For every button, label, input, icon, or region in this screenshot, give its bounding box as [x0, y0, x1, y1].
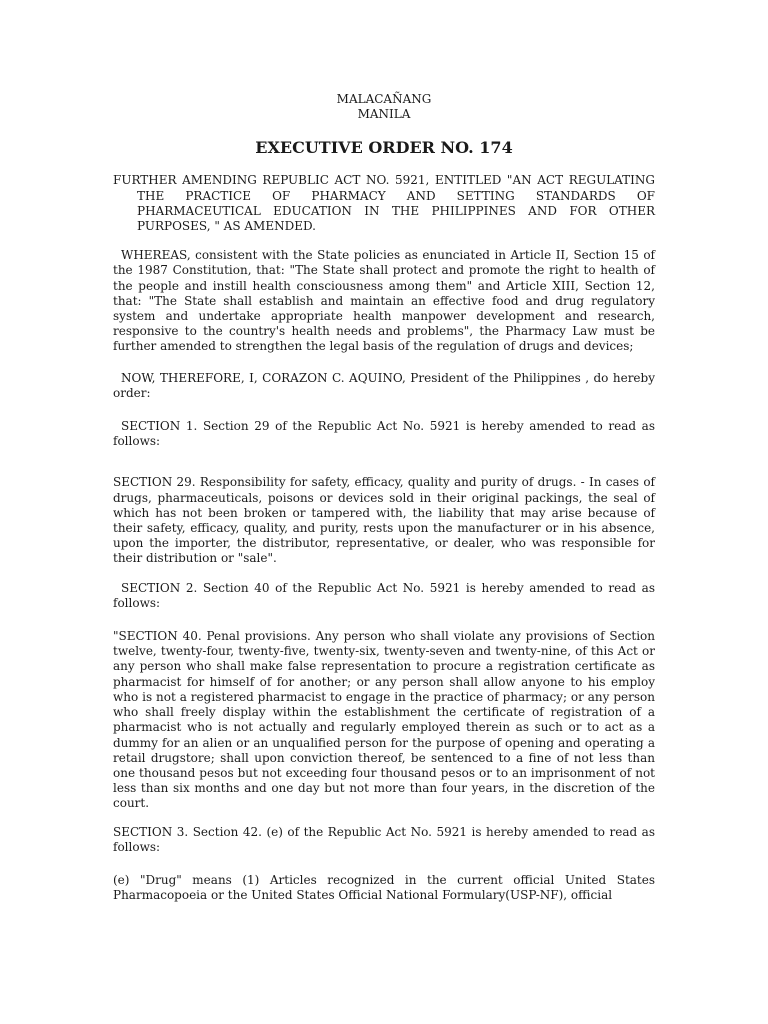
section3-quote: (e) "Drug" means (1) Articles recognized in the current official United States Pharmacopoeia or the United States Official National Formulary(USP-NF), official	[113, 872, 655, 903]
section2-intro: SECTION 2. Section 40 of the Republic Act No. 5921 is hereby amended to read as follows:	[113, 580, 655, 610]
location-line: MANILA	[357, 107, 411, 122]
whereas-paragraph: WHEREAS, consistent with the State policies as enunciated in Article II, Section 15 of the 1987 Constitution, that: "The State shall protect and promote the right to health of the people and instill health consciousness among them" and Article XIII, Section 12, that: "The State shall establish and maintain an effective food and drug regulatory system and undertake appropriate health manpower development and research, responsive to the country's health needs and problems", the Pharmacy Law must be further amended to strengthen the legal basis of the regulation of drugs and devices;	[113, 248, 655, 354]
section1-quote: SECTION 29. Responsibility for safety, efficacy, quality and purity of drugs. - In cases of drugs, pharmaceuticals, poisons or devices sold in their original packings, the seal of which has not been broken or tampered with, the liability that may arise because of their safety, efficacy, quality, and purity, rests upon the manufacturer or in his absence, upon the importer, the distributor, representative, or dealer, who was responsible for their distribution or "sale".	[113, 475, 655, 566]
subject-paragraph: FURTHER AMENDING REPUBLIC ACT NO. 5921, ENTITLED "AN ACT REGULATING THE PRACTICE OF PHARMACY AND SETTING STANDARDS OF PHARMACEUTICAL EDUCATION IN THE PHILIPPINES AND FOR OTHER PURPOSES, " AS AMENDED.	[113, 173, 655, 234]
issuer-line: MALACAÑANG	[336, 92, 432, 106]
section2-quote: "SECTION 40. Penal provisions. Any person who shall violate any provisions of Section twelve, twenty-four, twenty-five, twenty-six, twenty-seven and twenty-nine, of this Act or any person who shall make false representation to procure a registration certificate as pharmacist for himself of for another; or any person shall allow anyone to his employ who is not a registered pharmacist to engage in the practice of pharmacy; or any person who shall freely display within the establishment the certificate of registration of a pharmacist who is not actually and regularly employed therein as such or to act as a dummy for an alien or an unqualified person for the purpose of opening and operating a retail drugstore; shall upon conviction thereof, be sentenced to a fine of not less than one thousand pesos but not exceeding four thousand pesos or to an imprisonment of not less than six months and one day but not more than four years, in the discretion of the court.	[113, 629, 655, 811]
section1-intro: SECTION 1. Section 29 of the Republic Act No. 5921 is hereby amended to read as follows:	[113, 419, 655, 449]
document-title: EXECUTIVE ORDER NO. 174	[255, 138, 513, 158]
section3-intro: SECTION 3. Section 42. (e) of the Republic Act No. 5921 is hereby amended to read as follows:	[113, 824, 655, 854]
document-page	[113, 92, 655, 903]
now-therefore-paragraph: NOW, THEREFORE, I, CORAZON C. AQUINO, President of the Philippines , do hereby order:	[113, 370, 655, 400]
